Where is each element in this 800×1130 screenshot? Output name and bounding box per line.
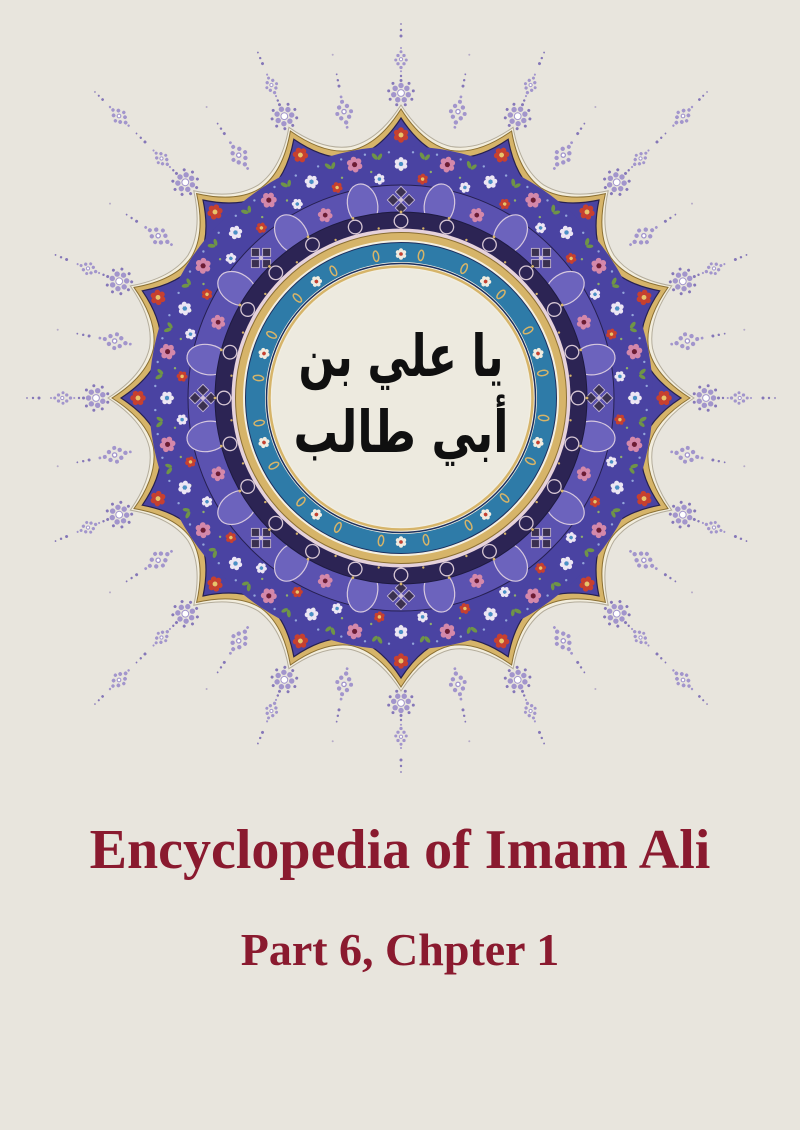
calligraphy-line-2: أبي طالب — [293, 398, 574, 466]
part-chapter-subtitle: Part 6, Chpter 1 — [240, 924, 560, 975]
calligraphy-line-1: يا علي بن — [298, 322, 579, 390]
book-title: Encyclopedia of Imam Ali — [89, 819, 711, 881]
